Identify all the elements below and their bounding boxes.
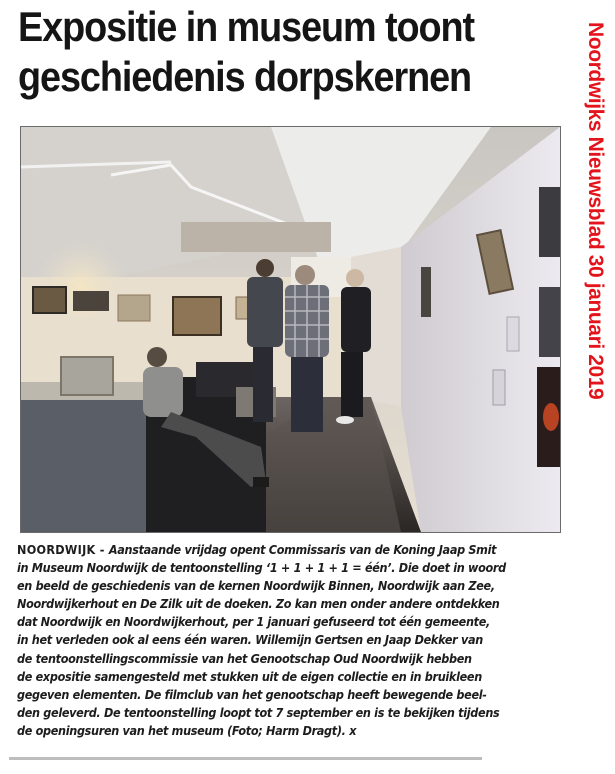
- newspaper-source-label: [581, 22, 611, 400]
- caption-line-6: in het verleden ook al eens één waren. Willemijn Gertsen en Jaap Dekker van: [17, 633, 483, 648]
- caption-line-1: NOORDWIJK - Aanstaande vrijdag opent Commissaris van de Koning Jaap Smit: [17, 543, 497, 557]
- caption-line-7: de tentoonstellingscommissie van het Genootschap Oud Noordwijk hebben: [17, 651, 472, 666]
- caption-line-11: de openingsuren van het museum (Foto; Harm Dragt). x: [17, 723, 357, 738]
- caption-line-10: den geleverd. De tentoonstelling loopt tot 7 september en is te bekijken tijdens: [17, 705, 500, 720]
- caption-line-4: Noordwijkerhout en De Zilk uit de doeken. Zo kan men onder andere ontdekken: [17, 597, 500, 612]
- caption-line-2: in Museum Noordwijk de tentoonstelling ‘1 + 1 + 1 + 1 = één’. Die doet in woord: [17, 561, 506, 576]
- headline-line-2: geschiedenis dorpskernen: [18, 53, 472, 100]
- article-photo: [20, 126, 561, 533]
- museum-gallery-photo: [21, 127, 560, 532]
- caption-line-3: en beeld de geschiedenis van de kernen Noordwijk Binnen, Noordwijk aan Zee,: [17, 579, 495, 594]
- caption-line-8: de expositie samengesteld met stukken uit de eigen collectie en in bruikleen: [17, 669, 482, 684]
- source-label-text: Noordwijks Nieuwsblad 30 januari 2019: [584, 22, 607, 400]
- caption-dateline: NOORDWIJK -: [17, 543, 109, 557]
- caption-line-9: gegeven elementen. De filmclub van het genootschap heeft bewegende beel-: [17, 687, 487, 702]
- headline-line-1: Expositie in museum toont: [18, 3, 475, 50]
- caption-line-5: dat Noordwijk en Noordwijkerhout, per 1 januari gefuseerd tot één gemeente,: [17, 615, 490, 630]
- caption-bottom-rule: [9, 757, 482, 760]
- photo-caption: [17, 541, 582, 740]
- headline: [18, 2, 504, 102]
